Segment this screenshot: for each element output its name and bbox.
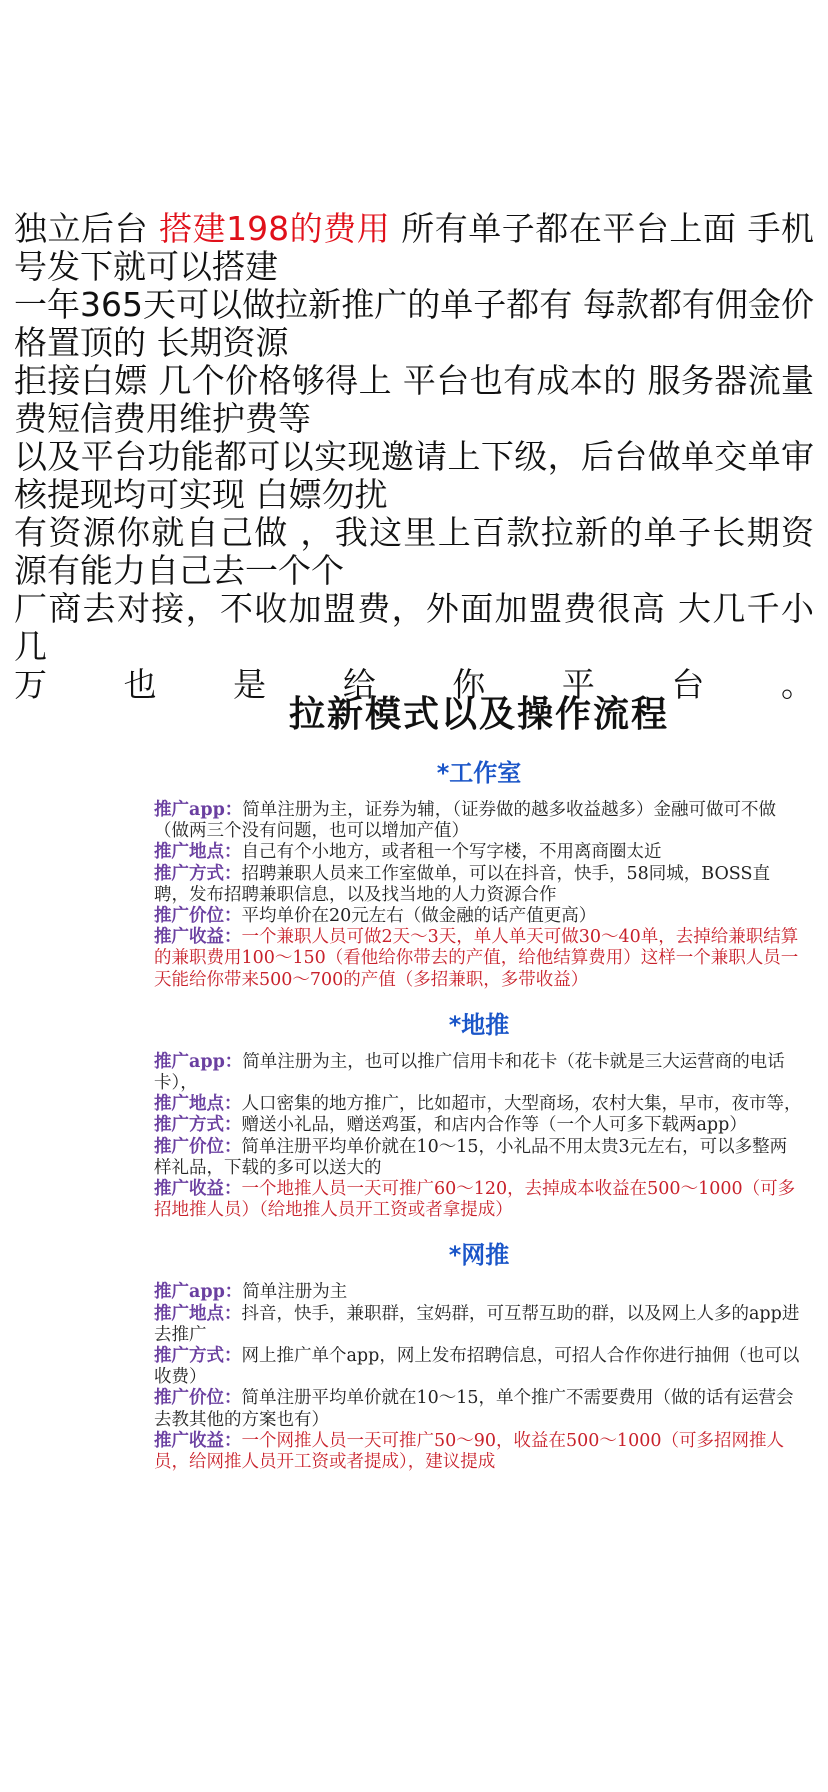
section-gap xyxy=(154,991,804,1005)
item-text: 网上推广单个app，网上发布招聘信息，可招人合作你进行抽佣（也可以收费） xyxy=(154,1346,800,1388)
item-label: 推广app： xyxy=(154,800,243,820)
item-profit xyxy=(154,1431,804,1473)
intro-tail-char: 是 xyxy=(233,665,267,704)
item-label: 推广收益： xyxy=(154,1179,242,1200)
item-app xyxy=(154,1282,804,1303)
intro-paragraph-6: 厂商去对接，不收加盟费，外面加盟费很高 大几千小几 xyxy=(14,589,814,666)
operation-flow-image xyxy=(154,686,804,1473)
intro-tail-char: 给 xyxy=(342,665,376,704)
intro-paragraph-5: 有资源你就自己做 ，我这里上百款拉新的单子长期资源有能力自己去一个个 xyxy=(14,513,814,590)
item-label: 推广地点： xyxy=(154,1303,242,1324)
item-price xyxy=(154,1137,804,1179)
intro-paragraph-2: 一年365天可以做拉新推广的单子都有 每款都有佣金价格置顶的 长期资源 xyxy=(14,285,814,362)
intro-paragraph-3: 拒接白嫖 几个价格够得上 平台也有成本的 服务器流量费短信费用维护费等 xyxy=(14,361,814,438)
item-text: 简单注册为主，证券为辅，（证券做的越多收益越多）金融可做可不做（做两三个没有问题，也可以增加产值） xyxy=(154,800,777,842)
section-title: *工作室 xyxy=(436,759,522,787)
item-label: 推广价位： xyxy=(154,1388,242,1409)
item-text: 招聘兼职人员来工作室做单，可以在抖音，快手，58同城，BOSS直聘，发布招聘兼职信息，以及找当地的人力资源合作 xyxy=(154,863,770,905)
section-online xyxy=(154,1235,804,1473)
item-label: 推广方式： xyxy=(154,1346,242,1367)
item-text: 简单注册平均单价就在10～15，小礼品不用太贵3元左右，可以多整两样礼品，下载的多可以送大的 xyxy=(154,1136,788,1178)
section-gap xyxy=(154,1221,804,1235)
item-text: 简单注册平均单价就在10～15，单个推广不需要费用（做的话有运营会去教其他的方案也有） xyxy=(154,1388,794,1430)
item-label: 推广价位： xyxy=(154,1136,242,1157)
price-highlight: 搭建198的费用 xyxy=(159,209,391,248)
intro-tail-char: 也 xyxy=(123,665,157,704)
intro-tail-char: 平 xyxy=(561,665,595,704)
intro-tail-char: 万 xyxy=(14,665,47,704)
section-title: *地推 xyxy=(448,1010,510,1039)
item-text: 一个兼职人员可做2天～3天，单人单天可做30～40单，去掉给兼职结算的兼职费用100～150（看他给你带去的产值，给他结算费用）这样一个兼职人员一天能给你带来500～700的产值（多招兼职，多带收益） xyxy=(154,927,799,990)
item-method xyxy=(154,864,804,906)
item-method xyxy=(154,1346,804,1388)
item-text: 抖音，快手，兼职群，宝妈群，可互帮互助的群，以及网上人多的app进去推广 xyxy=(154,1303,800,1345)
item-location xyxy=(154,842,804,863)
flow-title: 拉新模式以及操作流程 xyxy=(288,694,669,735)
item-text: 自己有个小地方，或者租一个写字楼，不用离商圈太近 xyxy=(241,842,662,863)
item-label: 推广app： xyxy=(154,1051,243,1072)
intro-tail-char: 你 xyxy=(452,665,486,704)
intro-paragraph-4: 以及平台功能都可以实现邀请上下级，后台做单交单审核提现均可实现 白嫖勿扰 xyxy=(14,437,814,514)
item-text: 简单注册为主 xyxy=(242,1282,348,1303)
item-label: 推广地点： xyxy=(154,1094,242,1115)
section-street xyxy=(154,1005,804,1222)
item-method xyxy=(154,1115,804,1136)
item-label: 推广收益： xyxy=(154,1430,242,1451)
item-price xyxy=(154,1388,804,1430)
item-location xyxy=(154,1094,804,1115)
intro-tail-char: 。 xyxy=(780,665,814,704)
item-price xyxy=(154,906,804,927)
section-title: *网推 xyxy=(448,1241,510,1270)
item-location xyxy=(154,1304,804,1346)
intro-text-span: 所有单子都在平台上面 手机号发下就可以搭建 xyxy=(14,209,814,286)
item-label: 推广方式： xyxy=(154,1115,242,1136)
intro-paragraph-1 xyxy=(14,210,814,286)
intro-text-span: 独立后台 xyxy=(14,209,160,248)
section-studio xyxy=(154,753,804,991)
item-label: 推广app： xyxy=(154,1282,243,1303)
item-text: 赠送小礼品，赠送鸡蛋，和店内合作等（一个人可多下载两app） xyxy=(241,1115,747,1136)
item-text: 平均单价在20元左右（做金融的话产值更高） xyxy=(241,906,597,927)
item-text: 简单注册为主，也可以推广信用卡和花卡（花卡就是三大运营商的电话卡）， xyxy=(154,1051,785,1094)
intro-text xyxy=(14,210,814,704)
item-app xyxy=(154,800,804,842)
intro-tail-char: 台 xyxy=(671,665,705,704)
item-app xyxy=(154,1052,804,1094)
item-profit xyxy=(154,1179,804,1221)
item-label: 推广地点： xyxy=(154,842,242,863)
item-profit xyxy=(154,927,804,991)
item-label: 推广方式： xyxy=(154,863,242,884)
item-label: 推广收益： xyxy=(154,927,242,948)
item-label: 推广价位： xyxy=(154,906,242,927)
item-text: 一个网推人员一天可推广50～90，收益在500～1000（可多招网推人员，给网推人员开工资或者提成），建议提成 xyxy=(154,1430,784,1473)
item-text: 一个地推人员一天可推广60～120，去掉成本收益在500～1000（可多招地推人员）（给地推人员开工资或者拿提成） xyxy=(154,1179,796,1221)
item-text: 人口密集的地方推广，比如超市，大型商场，农村大集，早市，夜市等， xyxy=(241,1094,802,1115)
